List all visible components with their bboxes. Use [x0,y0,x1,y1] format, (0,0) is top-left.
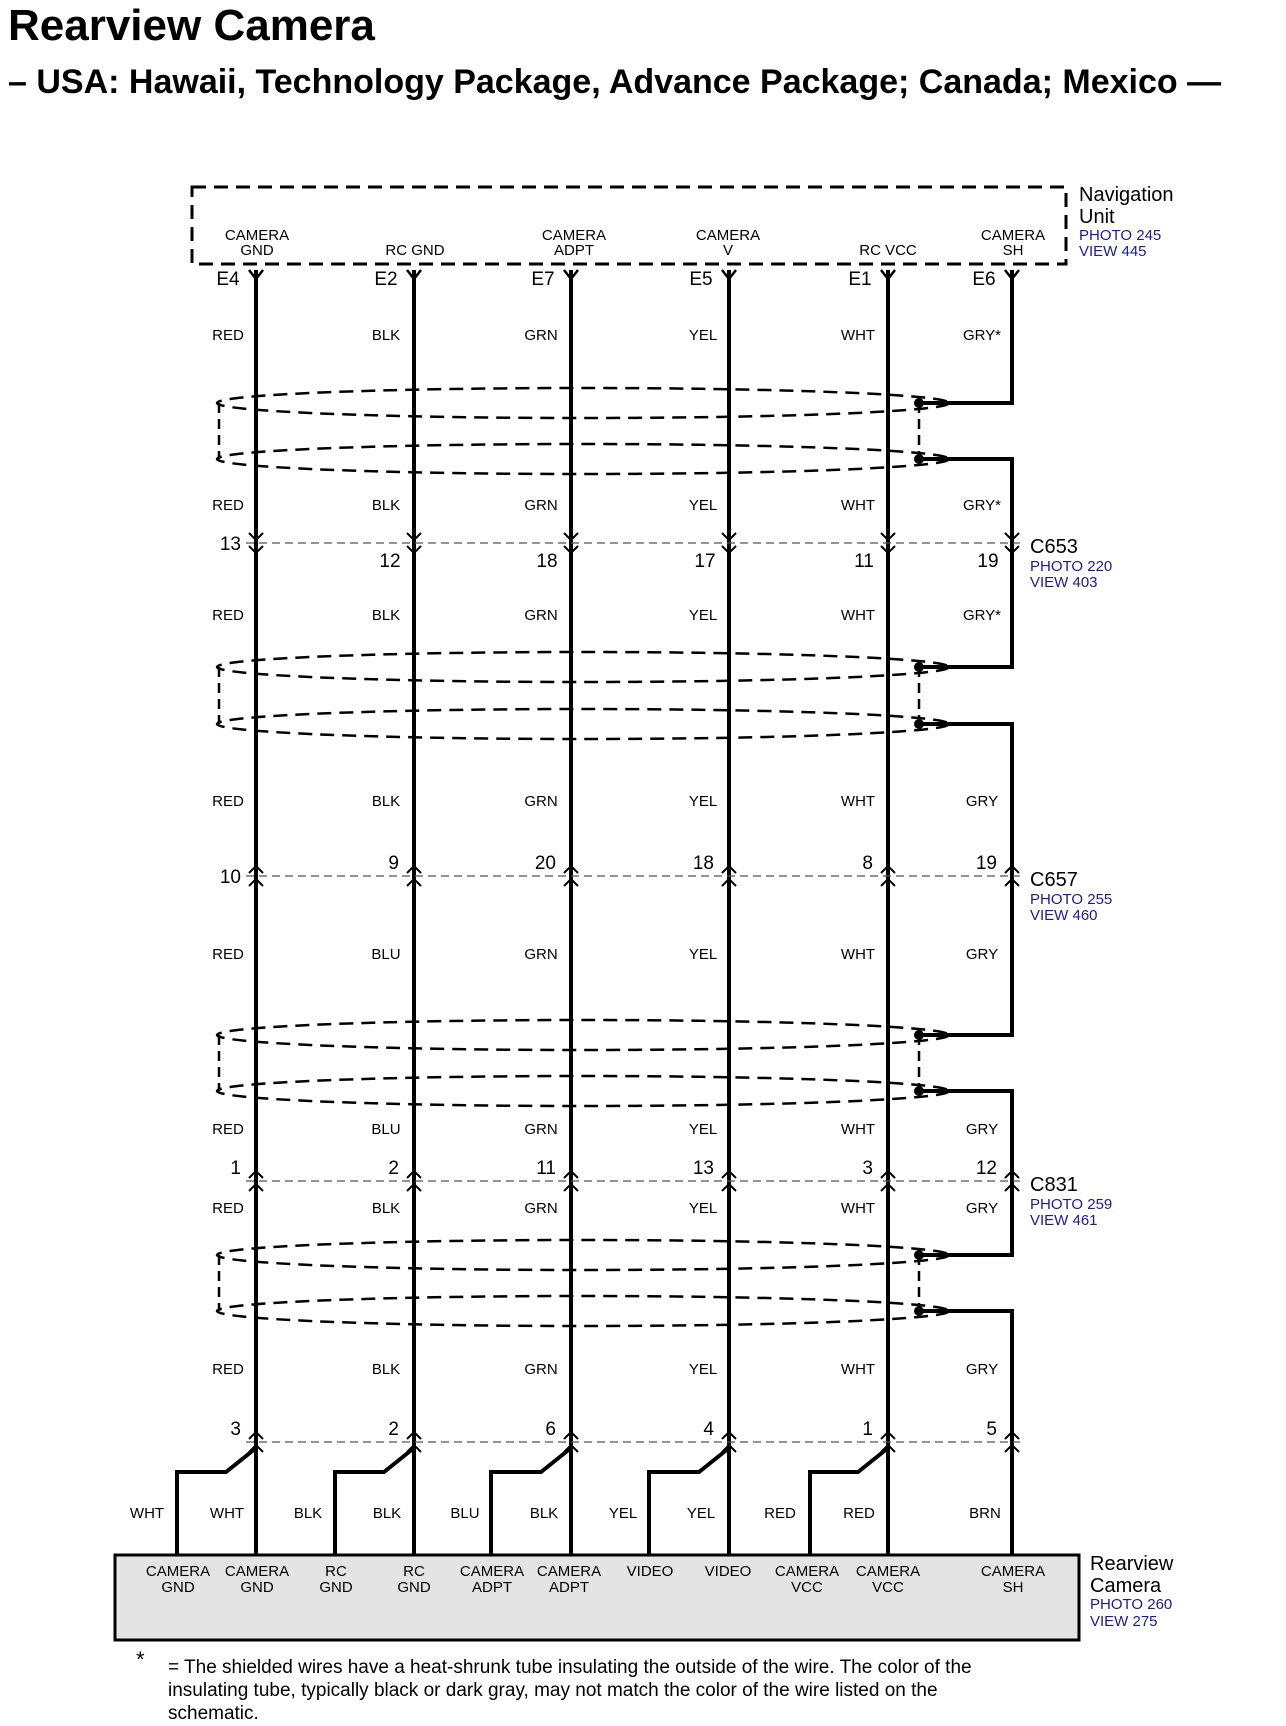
shield-ellipse [217,1296,949,1326]
connector-name: C657 [1030,869,1078,891]
camera-terminal-label: CAMERA [855,1563,921,1580]
shield-drain-wire [923,1181,1012,1255]
splice-wire [649,1448,729,1555]
nav-pin-label: E4 [216,269,240,290]
nav-terminal-label: ADPT [553,242,595,259]
wire-color-label: BLK [371,327,401,344]
wire-color-label: RED [212,497,244,514]
wire-color-label: GRY* [962,327,1002,344]
wire-color-label: WHT [840,1200,876,1217]
connector-pin-number: 11 [854,551,874,572]
nav-terminal-label: SH [1002,242,1024,259]
page-subtitle: – USA: Hawaii, Technology Package, Advance Package; Canada; Mexico — [8,63,1222,101]
camera-terminal-label: CAMERA [224,1563,290,1580]
connector-photo-ref: PHOTO 259 [1030,1196,1113,1213]
wire-color-label: RED [212,1200,244,1217]
camera-name: Camera [1090,1575,1162,1597]
camera-terminal-label: GND [397,1579,431,1596]
nav-unit-name: Navigation [1079,184,1174,206]
wire-color-label: YEL [688,1200,718,1217]
nav-pin-label: E6 [972,269,996,290]
wire-color-label: BLK [371,607,401,624]
wire-color-label: RED [212,793,244,810]
connector-name: C653 [1030,536,1078,558]
connector-pin-number: 19 [975,853,997,874]
camera-wire-color-label: WHT [209,1505,245,1522]
camera-wire-color-label: YEL [686,1505,716,1522]
wire-color-label: GRN [524,1200,558,1217]
wire-color-label: GRY [965,946,999,963]
wire-color-label: WHT [840,607,876,624]
nav-pin-label: E7 [531,269,555,290]
wire-color-label: YEL [688,327,718,344]
shield-ellipse [217,652,949,682]
nav-pin-label: E2 [374,269,398,290]
wire-color-label: RED [212,946,244,963]
splice-wire [335,1448,414,1555]
connector-view-ref: VIEW 460 [1030,907,1098,924]
camera-terminal-label: CAMERA [980,1563,1046,1580]
camera-wire-color-label: WHT [129,1505,165,1522]
connector-pin-number: 20 [534,853,556,874]
camera-terminal-label: CAMERA [774,1563,840,1580]
nav-terminal-label: RC GND [385,242,445,259]
connector-photo-ref: PHOTO 220 [1030,558,1113,575]
camera-terminal-label: ADPT [548,1579,590,1596]
camera-terminal-label: GND [319,1579,353,1596]
camera-terminal-label: ADPT [471,1579,513,1596]
connector-pin-number: 9 [388,853,399,874]
nav-terminal-label: GND [240,242,274,259]
wire-color-label: YEL [688,793,718,810]
wire-color-label: GRN [524,1361,558,1378]
wire-color-label: BLU [371,1121,401,1138]
connector-pin-number: 12 [975,1158,997,1179]
splice-wire [810,1448,888,1555]
wire-color-label: BLK [371,497,401,514]
camera-photo-ref: PHOTO 260 [1090,1596,1173,1613]
camera-terminal-label: VCC [872,1579,904,1596]
connector-pin-number: 19 [977,551,999,572]
navigation-unit-box [192,187,1066,264]
nav-terminal-label: CAMERA [541,227,607,244]
connector-view-ref: VIEW 403 [1030,574,1098,591]
wire-color-label: GRN [524,497,558,514]
camera-view-ref: VIEW 275 [1090,1613,1158,1630]
nav-terminal-label: V [722,242,734,259]
wire-color-label: WHT [840,946,876,963]
wire-color-label: RED [212,327,244,344]
wire-color-label: RED [212,1121,244,1138]
nav-terminal-label: CAMERA [224,227,290,244]
camera-terminal-label: RC [325,1563,347,1580]
wire-color-label: YEL [688,946,718,963]
camera-terminal-label: VCC [791,1579,823,1596]
connector-pin-number: 10 [219,867,241,888]
wire-color-label: GRY* [962,497,1002,514]
camera-wire-color-label: RED [764,1505,796,1522]
nav-terminal-label: CAMERA [980,227,1046,244]
nav-terminal-label: CAMERA [695,227,761,244]
camera-wire-color-label: BLU [450,1505,480,1522]
camera-terminal-label: GND [240,1579,274,1596]
connector-pin-number: 11 [536,1158,556,1179]
connector-pin-number: 4 [703,1419,714,1440]
nav-terminal-label: RC VCC [859,242,917,259]
nav-unit-name: Unit [1079,206,1115,228]
connector-pin-number: 1 [862,1419,873,1440]
connector-pin-number: 13 [219,534,241,555]
wire-color-label: RED [212,607,244,624]
wire-color-label: WHT [840,497,876,514]
connector-pin-number: 3 [862,1158,873,1179]
shield-ellipse [217,1020,949,1050]
wire-color-label: GRN [524,327,558,344]
camera-wire-color-label: RED [843,1505,875,1522]
connector-pin-number: 3 [230,1419,241,1440]
nav-unit-photo-ref: PHOTO 245 [1079,227,1162,244]
wire-color-label: BLK [371,1361,401,1378]
wire-color-label: YEL [688,607,718,624]
camera-terminal-label: GND [161,1579,195,1596]
nav-pin-label: E5 [689,269,713,290]
wire-color-label: GRY [965,793,999,810]
camera-terminal-label: CAMERA [536,1563,602,1580]
shield-ellipse [217,1076,949,1106]
camera-terminal-label: VIDEO [704,1563,752,1580]
page-title: Rearview Camera [8,1,375,50]
wire-color-label: GRN [524,1121,558,1138]
camera-name: Rearview [1090,1553,1174,1575]
wire-color-label: GRY [965,1200,999,1217]
splice-wire [177,1448,256,1555]
shield-ellipse [217,1240,949,1270]
connector-pin-number: 1 [230,1158,241,1179]
connector-pin-number: 2 [388,1419,399,1440]
wire-color-label: GRN [524,607,558,624]
connector-pin-number: 18 [692,853,714,874]
camera-wire-color-label: BLK [293,1505,323,1522]
wire-color-label: BLK [371,1200,401,1217]
camera-terminal-label: RC [403,1563,425,1580]
wire-color-label: GRY* [962,607,1002,624]
camera-terminal-label: CAMERA [459,1563,525,1580]
wire-color-label: YEL [688,497,718,514]
camera-wire-color-label: BRN [969,1505,1001,1522]
connector-pin-number: 17 [694,551,716,572]
shield-ellipse [217,388,949,418]
camera-wire-color-label: BLK [372,1505,402,1522]
wire-color-label: GRY [965,1121,999,1138]
connector-pin-number: 12 [379,551,401,572]
connector-view-ref: VIEW 461 [1030,1212,1098,1229]
nav-pin-label: E1 [848,269,872,290]
wire-color-label: WHT [840,1361,876,1378]
wire-color-label: WHT [840,1121,876,1138]
wire-color-label: YEL [688,1121,718,1138]
wire-color-label: WHT [840,793,876,810]
camera-terminal-label: CAMERA [145,1563,211,1580]
shield-ellipse [217,444,949,474]
connector-photo-ref: PHOTO 255 [1030,891,1113,908]
wire-color-label: BLK [371,793,401,810]
wire-color-label: BLU [371,946,401,963]
wire-color-label: GRY [965,1361,999,1378]
connector-pin-number: 13 [692,1158,714,1179]
camera-terminal-label: SH [1002,1579,1024,1596]
footnote-text: = The shielded wires have a heat-shrunk tube insulating the outside of the wire. The color of the insulating tube, typically black or dark gray, may not match the color of the wire listed on the schematic. [168,1657,972,1724]
camera-wire-color-label: YEL [608,1505,638,1522]
wire-color-label: GRN [524,793,558,810]
wire-color-label: WHT [840,327,876,344]
nav-unit-view-ref: VIEW 445 [1079,243,1147,260]
connector-pin-number: 5 [986,1419,997,1440]
camera-wire-color-label: BLK [529,1505,559,1522]
wire-color-label: RED [212,1361,244,1378]
connector-pin-number: 2 [388,1158,399,1179]
shield-drain-wire [923,543,1012,667]
wire-color-label: YEL [688,1361,718,1378]
connector-pin-number: 8 [862,853,873,874]
camera-terminal-label: VIDEO [626,1563,674,1580]
connector-pin-number: 18 [536,551,558,572]
splice-wire [491,1448,571,1555]
connector-name: C831 [1030,1174,1078,1196]
connector-pin-number: 6 [545,1419,556,1440]
shield-ellipse [217,709,949,739]
footnote-star: * [136,1647,145,1672]
wire-color-label: GRN [524,946,558,963]
